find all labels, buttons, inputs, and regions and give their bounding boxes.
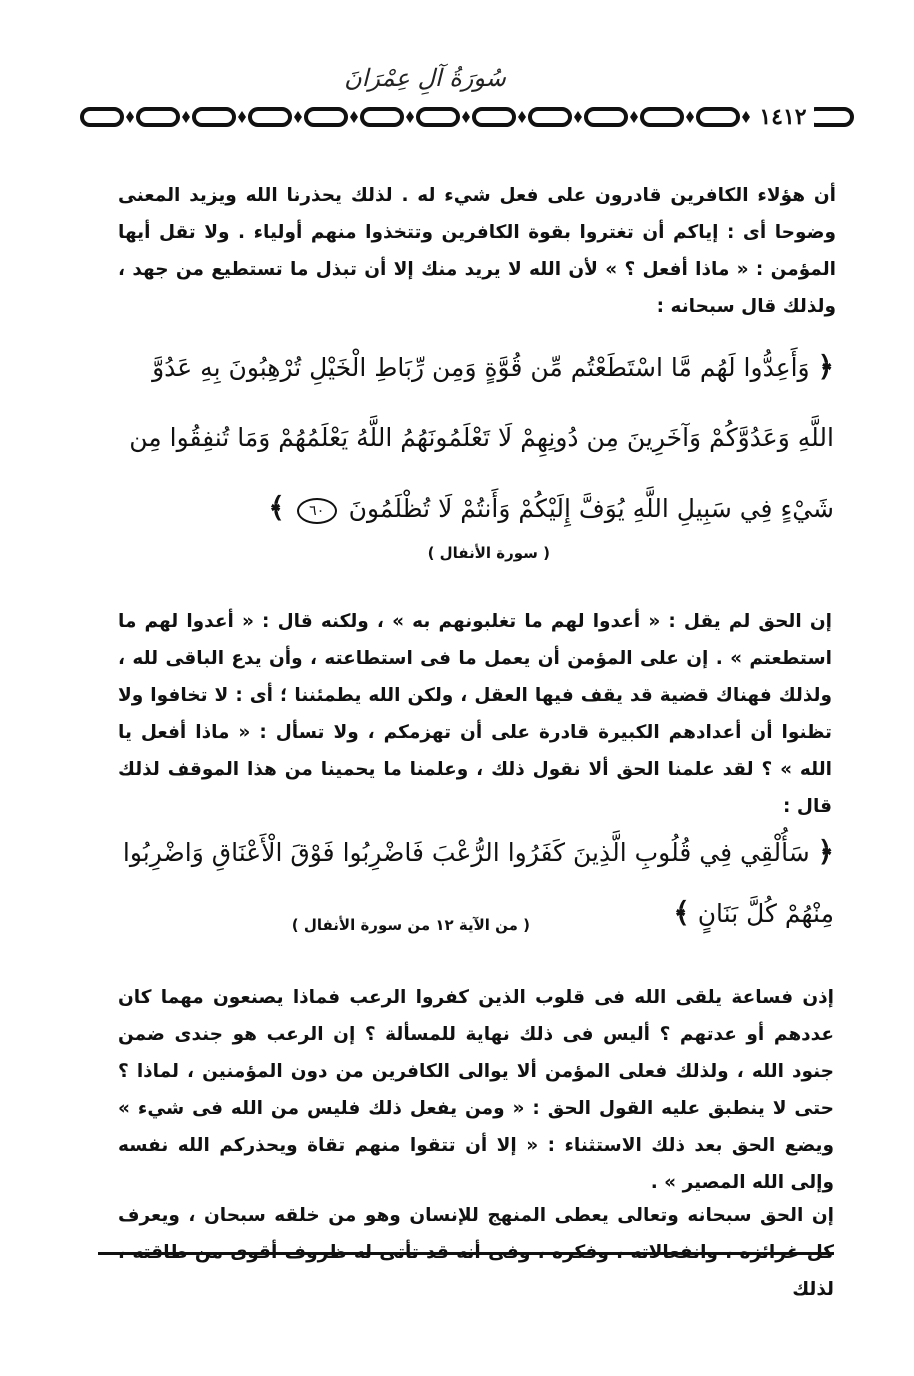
verse-close-bracket: ﴾ <box>268 491 285 524</box>
ornament-chain-icon <box>78 100 858 134</box>
verse-open-bracket: ﴿ <box>817 350 834 383</box>
verse-text: سَأُلْقِي فِي قُلُوبِ الَّذِينَ كَفَرُوا الرُّعْبَ فَاضْرِبُوا فَوْقَ الْأَعْنَاقِ وَاضْرِبُوا مِنْهُمْ كُلَّ بَنَانٍ <box>122 838 834 928</box>
verse-text: وَأَعِدُّوا لَهُم مَّا اسْتَطَعْتُم مِّن قُوَّةٍ وَمِن رِّبَاطِ الْخَيْلِ تُرْهِبُونَ بِهِ عَدُوَّ اللَّهِ وَعَدُوَّكُمْ وَآخَرِينَ مِن دُونِهِمْ لَا تَعْلَمُونَهُمُ اللَّهُ يَعْلَمُهُمْ وَمَا تُنفِقُوا مِن شَيْءٍ فِي سَبِيلِ اللَّهِ يُوَفَّ إِلَيْكُمْ وَأَنتُمْ لَا تُظْلَمُونَ <box>129 353 834 523</box>
paragraph-commentary: إن الحق سبحانه وتعالى يعطى المنهج للإنسان وهو من خلقه سبحان ، ويعرف كل غرائزه ، وانفعالاته ، وفكره ، وفى أنه قد تأتى له ظروف أقوى من طاقته ، لذلك <box>118 1204 834 1300</box>
surah-title: سُورَةُ آلِ عِمْرَانَ <box>344 64 506 92</box>
verse-open-bracket: ﴿ <box>817 835 834 868</box>
paragraph-commentary: إن الحق لم يقل : « أعدوا لهم ما تغلبونهم به » ، ولكنه قال : « أعدوا لهم ما استطعتم » . إن على المؤمن أن يعمل ما فى استطاعته ، وأن يدع الباقى لله ، ولذلك فهناك قضية قد يقف فيها العقل ، ولكن الله يطمئننا ؛ أى : لا تخافوا ولا تظنوا أن أعدادهم الكبيرة قادرة على أن تهزمكم ، ولا تسأل : « ماذا أفعل يا الله » ؟ لقد علمنا الحق ألا نقول ذلك ، وعلمنا ما يحمينا من هذا الموقف لذلك قال : <box>118 610 832 817</box>
verse-close-bracket: ﴾ <box>673 896 690 929</box>
verse-source-citation: ( من الآية ١٢ من سورة الأنفال ) <box>291 916 530 934</box>
footer-rule <box>98 1252 834 1255</box>
paragraph-intro: أن هؤلاء الكافرين قادرون على فعل شيء له . لذلك يحذرنا الله ويزيد المعنى وضوحا أى : إياكم أن تغتروا بقوة الكافرين وتتخذوا منهم أولياء . ولا تقل أيها المؤمن : « ماذا أفعل ؟ » لأن الله لا يريد منك إلا أن تبذل ما تستطيع من جهد ، ولذلك قال سبحانه : <box>118 184 836 317</box>
page-number: ١٤١٢ <box>752 100 814 134</box>
quran-verse-anfal-60 <box>108 332 834 544</box>
paragraph-commentary: إذن فساعة يلقى الله فى قلوب الذين كفروا الرعب فماذا يصنعون مهما كان عددهم أو عدتهم ؟ أليس فى ذلك نهاية للمسألة ؟ إن الرعب هو جندى ضمن جنود الله ، ولذلك فعلى المؤمن ألا يوالى الكافرين من دون المؤمنين ، لماذا ؟ حتى لا ينطبق عليه القول الحق : « ومن يفعل ذلك فليس من الله فى شيء » ويضع الحق بعد ذلك الاستثناء : « إلا أن تتقوا منهم تقاة ويحذركم الله نفسه وإلى الله المصير » . <box>118 986 834 1193</box>
ayah-number-marker: ٦٠ <box>297 498 337 524</box>
ornamental-border <box>78 100 858 134</box>
verse-source-citation: ( سورة الأنفال ) <box>427 544 550 562</box>
